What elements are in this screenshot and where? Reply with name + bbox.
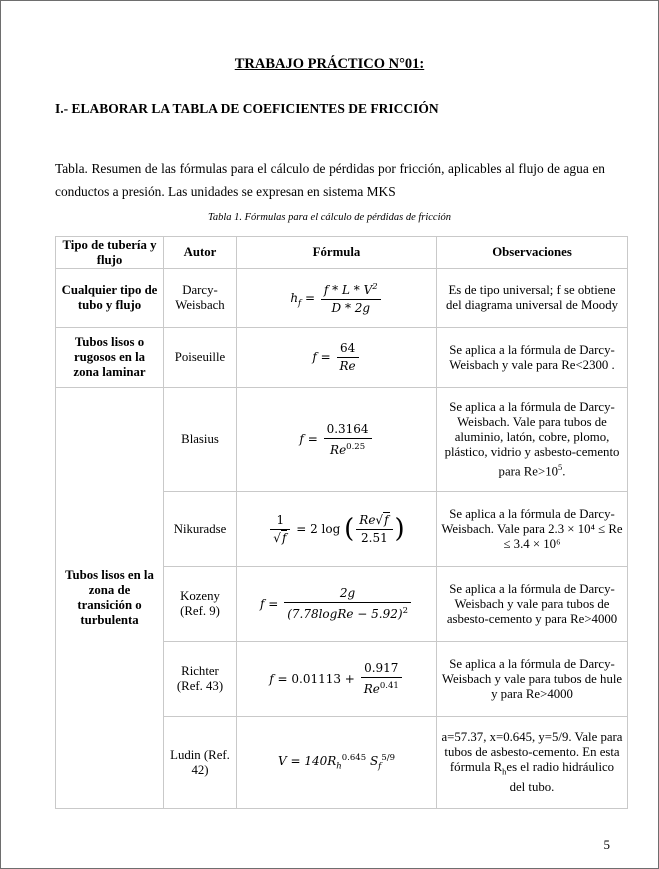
observation-cell: Se aplica a la fórmula de Darcy-Weisbach y vale para tubos de hule y para Re>4000 <box>437 642 628 717</box>
formula: f = $\frac{64}{Re}$ <box>312 350 360 364</box>
page-number: 5 <box>603 837 610 852</box>
formula-cell <box>237 642 437 717</box>
type-cell: Tubos lisos o rugosos en la zona laminar <box>56 328 164 388</box>
formula-cell <box>237 717 437 809</box>
author-cell: Richter (Ref. 43) <box>164 642 237 717</box>
fraction: $\frac{64}{Re}$ <box>337 341 359 374</box>
formula-cell <box>237 269 437 328</box>
fraction: $\frac{2g}{(7.78logRe - 5.92)^2}$ <box>284 586 411 622</box>
author-cell: Blasius <box>164 388 237 492</box>
observation-cell: Se aplica a la fórmula de Darcy-Weisbach y vale para tubos de asbesto-cemento y para Re>4000 <box>437 567 628 642</box>
formula: f = $\frac{0.3164}{Re^{0.25}}$ <box>299 432 373 446</box>
friction-formulas-table <box>55 236 628 809</box>
header-formula: Fórmula <box>237 237 437 269</box>
author-cell: Kozeny (Ref. 9) <box>164 567 237 642</box>
fraction: $\frac{0.3164}{Re^{0.25}}$ <box>324 422 372 458</box>
table-row <box>56 388 628 492</box>
table-row <box>56 269 628 328</box>
formula: $V = 140R_h^{0.645}$ $S_f^{5/9}$ <box>277 752 396 772</box>
formula: f = 0.01113 + $\frac{0.917}{Re^{0.41}}$ <box>269 672 404 686</box>
intro-paragraph: Tabla. Resumen de las fórmulas para el cálculo de pérdidas por fricción, aplicables al flujo de agua en conductos a presión. Las unidades se expresan en sistema MKS <box>55 161 605 199</box>
fraction: $\frac{1}{√f}$ <box>270 513 290 546</box>
author-cell: Nikuradse <box>164 492 237 567</box>
formula-cell <box>237 492 437 567</box>
author-cell: Poiseuille <box>164 328 237 388</box>
formula-cell <box>237 388 437 492</box>
formula: $\frac{1}{√f}$ = 2 log ( $\frac{Re√f}{2.51}$ ) <box>268 522 404 536</box>
header-observations: Observaciones <box>437 237 628 269</box>
observation-cell: a=57.37, x=0.645, y=5/9. Vale para tubos de asbesto-cemento. En esta fórmula $R_hes$ el radio hidráulico del tubo. <box>437 717 628 809</box>
header-type: Tipo de tubería y flujo <box>56 237 164 269</box>
fraction: $\frac{0.917}{Re^{0.41}}$ <box>361 661 402 697</box>
fraction: $\frac{f * L * V^2}{D * 2g}$ <box>321 280 381 316</box>
formula-cell <box>237 567 437 642</box>
fraction: $\frac{Re√f}{2.51}$ <box>356 513 392 546</box>
author-cell: Darcy-Weisbach <box>164 269 237 328</box>
formula: f = $\frac{2g}{(7.78logRe - 5.92)^2}$ <box>260 597 413 611</box>
header-author: Autor <box>164 237 237 269</box>
type-cell: Tubos lisos en la zona de transición o turbulenta <box>56 388 164 809</box>
observation-cell: Se aplica a la fórmula de Darcy-Weisbach. Vale para 2.3 × 10⁴ ≤ Re ≤ 3.4 × 10⁶ <box>437 492 628 567</box>
section-heading: I.- ELABORAR LA TABLA DE COEFICIENTES DE FRICCIÓN <box>55 101 439 116</box>
type-cell: Cualquier tipo de tubo y flujo <box>56 269 164 328</box>
formula-cell <box>237 328 437 388</box>
observation-cell: Se aplica a la fórmula de Darcy-Weisbach. Vale para tubos de aluminio, latón, cobre, plomo, plástico, vidrio y asbesto-cemento para $Re>10^5$. <box>437 388 628 492</box>
table-caption: Tabla 1. Fórmulas para el cálculo de pérdidas de fricción <box>207 212 452 223</box>
table-header-row <box>56 237 628 269</box>
formula: $h_f$ = $\frac{f * L * V^2}{D * 2g}$ <box>290 291 382 305</box>
observation-cell: Es de tipo universal; f se obtiene del diagrama universal de Moody <box>437 269 628 328</box>
table-row <box>56 328 628 388</box>
author-cell: Ludin (Ref. 42) <box>164 717 237 809</box>
document-title: TRABAJO PRÁCTICO N°01: <box>234 56 425 72</box>
observation-cell: Se aplica a la fórmula de Darcy-Weisbach y vale para Re<2300 . <box>437 328 628 388</box>
